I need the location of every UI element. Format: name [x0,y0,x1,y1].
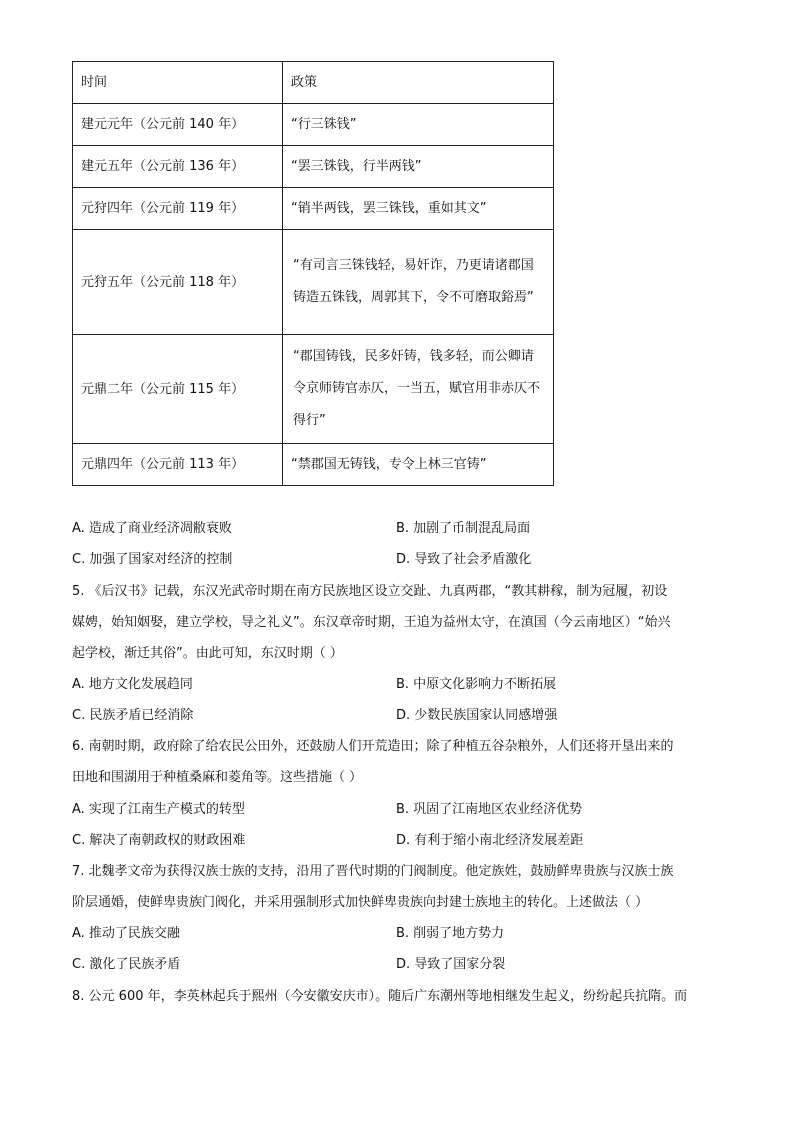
header-time: 时间 [73,62,283,104]
q7-stem-line2: 阶层通婚，使鲜卑贵族门阀化，并采用强制形式加快鲜卑贵族向封建士族地主的转化。上述做法（ ） [72,895,649,910]
q4-option-c[interactable]: C. 加强了国家对经济的控制 [72,552,233,567]
table-row [73,230,554,335]
row-time: 建元元年（公元前 140 年） [73,104,283,146]
table-row [73,444,554,486]
q4-option-d[interactable]: D. 导致了社会矛盾激化 [396,552,532,567]
q5-option-b[interactable]: B. 中原文化影响力不断拓展 [396,677,557,692]
q6-option-b[interactable]: B. 巩固了江南地区农业经济优势 [396,802,583,817]
table-row [73,188,554,230]
row-policy: “郡国铸钱，民多奸铸，钱多轻，而公卿请令京师铸官赤仄，一当五，赋官用非赤仄不得行” [283,335,554,444]
q6-option-c[interactable]: C. 解决了南朝政权的财政困难 [72,833,246,848]
header-policy: 政策 [283,62,554,104]
q5-stem-line2: 媒娉，始知姻娶，建立学校，导之礼义”。东汉章帝时期，王追为益州太守，在滇国（今云南地区）“始兴 [72,615,671,630]
row-policy: “有司言三铢钱轻，易奸诈，乃更请诸郡国铸造五铢钱，周郭其下，令不可磨取鋊焉” [283,230,554,335]
q6-stem-line2: 田地和围湖用于种植桑麻和菱角等。这些措施（ ） [72,770,363,785]
table-row [73,335,554,444]
q4-option-b[interactable]: B. 加剧了币制混乱局面 [396,521,531,536]
row-time: 元狩四年（公元前 119 年） [73,188,283,230]
table-row [73,146,554,188]
q7-option-d[interactable]: D. 导致了国家分裂 [396,957,506,972]
table-row [73,104,554,146]
q5-option-a[interactable]: A. 地方文化发展趋同 [72,677,193,692]
q7-option-c[interactable]: C. 激化了民族矛盾 [72,957,181,972]
q7-stem-line1: 7. 北魏孝文帝为获得汉族士族的支持，沿用了晋代时期的门阀制度。他定族姓，鼓励鲜卑贵族与汉族士族 [72,864,674,879]
q5-option-d[interactable]: D. 少数民族国家认同感增强 [396,708,558,723]
policy-table [72,61,554,486]
table-header-row [73,62,554,104]
q5-stem-line3: 起学校，渐迁其俗”。由此可知，东汉时期（ ） [72,646,343,661]
q6-option-d[interactable]: D. 有利于缩小南北经济发展差距 [396,833,584,848]
q5-stem-line1: 5. 《后汉书》记载，东汉光武帝时期在南方民族地区设立交趾、九真两郡，“教其耕稼，制为冠履，初设 [72,584,668,599]
q4-option-a[interactable]: A. 造成了商业经济凋敝衰败 [72,521,232,536]
row-time: 元狩五年（公元前 118 年） [73,230,283,335]
row-time: 元鼎四年（公元前 113 年） [73,444,283,486]
row-policy: “销半两钱，罢三铢钱，重如其文” [283,188,554,230]
row-policy: “禁郡国无铸钱，专令上林三官铸” [283,444,554,486]
q6-stem-line1: 6. 南朝时期，政府除了给农民公田外，还鼓励人们开荒造田；除了种植五谷杂粮外，人们还将开垦出来的 [72,739,674,754]
q8-stem-line1: 8. 公元 600 年，李英林起兵于熙州（今安徽安庆市）。随后广东潮州等地相继发生起义，纷纷起兵抗隋。而 [72,989,688,1004]
row-policy: “罢三铢钱，行半两钱” [283,146,554,188]
q7-option-a[interactable]: A. 推动了民族交融 [72,926,180,941]
q6-option-a[interactable]: A. 实现了江南生产模式的转型 [72,802,245,817]
q7-option-b[interactable]: B. 削弱了地方势力 [396,926,505,941]
row-time: 元鼎二年（公元前 115 年） [73,335,283,444]
row-policy: “行三铢钱” [283,104,554,146]
row-time: 建元五年（公元前 136 年） [73,146,283,188]
q5-option-c[interactable]: C. 民族矛盾已经消除 [72,708,194,723]
